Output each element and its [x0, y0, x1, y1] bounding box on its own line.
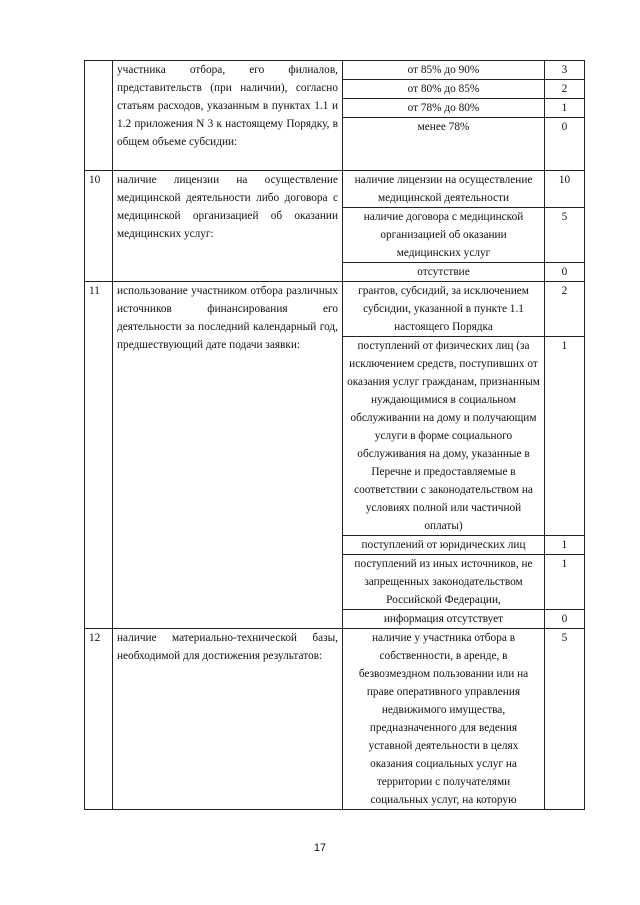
criterion-description: использование участником отбора различных источников финансирования его деятельности за последний календарный год, предшествующий дате подачи заявки: [113, 282, 343, 629]
page-number: 17 [313, 842, 327, 854]
score-cell: 1 [545, 555, 585, 610]
condition-cell: грантов, субсидий, за исключением субсидии, указанной в пункте 1.1 настоящего Порядка [343, 282, 545, 337]
condition-cell: отсутствие [343, 263, 545, 282]
criterion-number [85, 61, 113, 171]
condition-cell: информация отсутствует [343, 610, 545, 629]
condition-cell: от 85% до 90% [343, 61, 545, 80]
table-row [85, 61, 585, 80]
criterion-number: 12 [85, 629, 113, 810]
criterion-number: 11 [85, 282, 113, 629]
condition-cell: поступлений от юридических лиц [343, 536, 545, 555]
condition-cell: наличие у участника отбора в собственности, в аренде, в безвозмездном пользовании или на праве оперативного управления недвижимого имущества, предназначенного для ведения уставной деятельности в целях оказания социальных услуг на территории с получателями социальных услуг, на которую [343, 629, 545, 810]
criterion-number: 10 [85, 171, 113, 282]
condition-cell: от 80% до 85% [343, 80, 545, 99]
score-cell: 0 [545, 263, 585, 282]
condition-cell: наличие лицензии на осуществление медицинской деятельности [343, 171, 545, 208]
criterion-description: участника отбора, его филиалов, представительств (при наличии), согласно статьям расходов, указанным в пунктах 1.1 и 1.2 приложения N 3 к настоящему Порядку, в общем объеме субсидии: [113, 61, 343, 171]
score-cell: 1 [545, 536, 585, 555]
condition-cell: поступлений от физических лиц (за исключением средств, поступивших от оказания услуг гражданам, признанным нуждающимися в социальном обслуживании на дому и получающим услуги в форме социального обслуживания на дому, указанные в Перечне и предоставляемые в соответствии с законодательством на условиях полной или частичной оплаты) [343, 337, 545, 536]
table-row [85, 171, 585, 208]
score-cell: 10 [545, 171, 585, 208]
score-cell: 1 [545, 337, 585, 536]
score-cell: 1 [545, 99, 585, 118]
condition-cell: менее 78% [343, 118, 545, 171]
score-cell: 3 [545, 61, 585, 80]
table-row [85, 282, 585, 337]
score-cell: 0 [545, 118, 585, 171]
condition-cell: поступлений из иных источников, не запрещенных законодательством Российской Федерации, [343, 555, 545, 610]
score-cell: 2 [545, 80, 585, 99]
score-cell: 2 [545, 282, 585, 337]
score-cell: 5 [545, 629, 585, 810]
condition-cell: от 78% до 80% [343, 99, 545, 118]
score-cell: 5 [545, 208, 585, 263]
criteria-table [84, 60, 585, 810]
score-cell: 0 [545, 610, 585, 629]
table-row [85, 629, 585, 810]
criterion-description: наличие лицензии на осуществление медицинской деятельности либо договора с медицинской организацией об оказании медицинских услуг: [113, 171, 343, 282]
condition-cell: наличие договора с медицинской организацией об оказании медицинских услуг [343, 208, 545, 263]
criterion-description: наличие материально-технической базы, необходимой для достижения результатов: [113, 629, 343, 810]
